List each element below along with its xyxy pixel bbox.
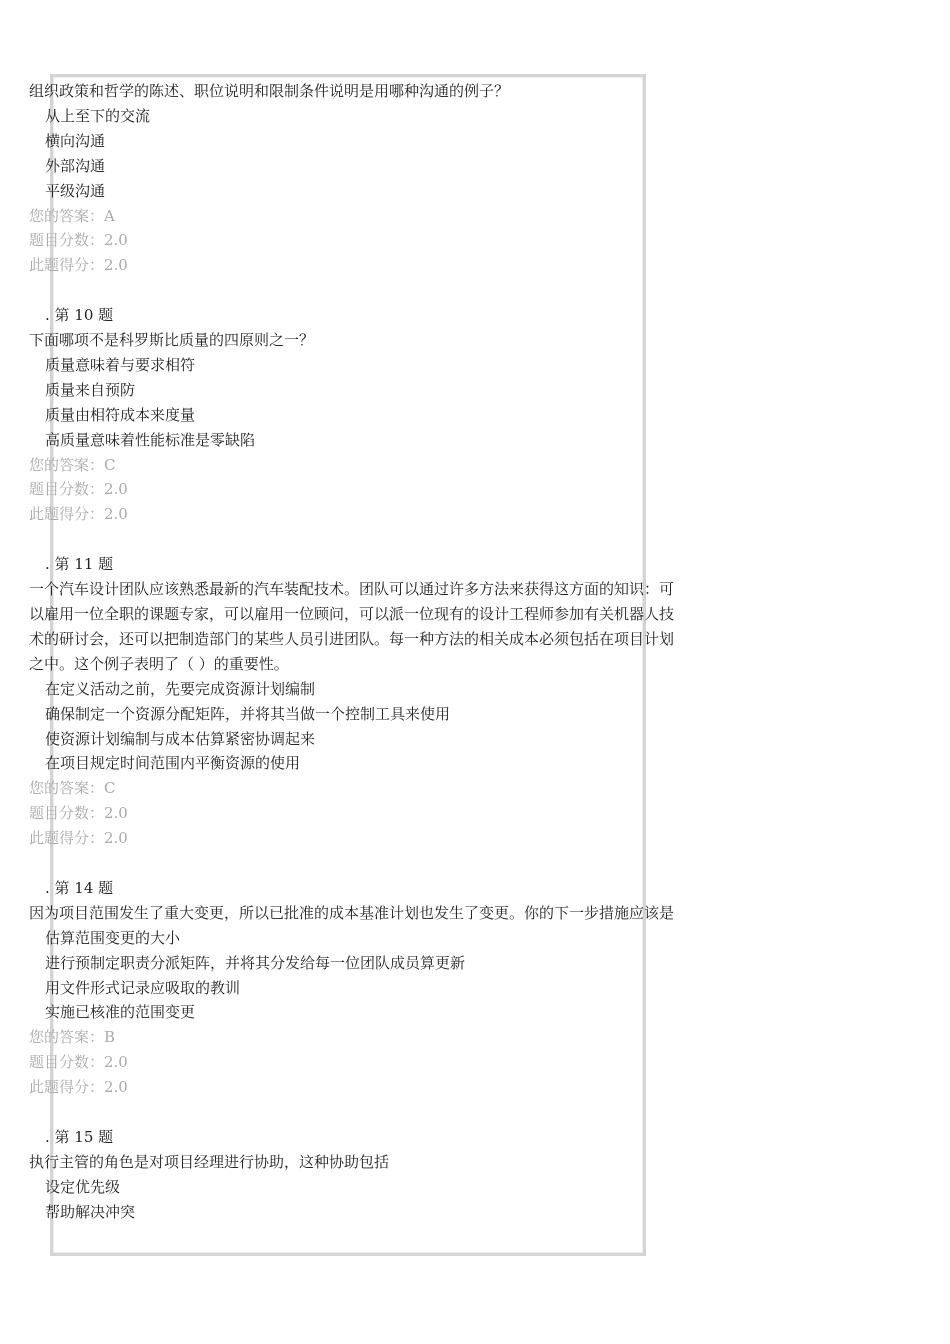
earned-score: 此题得分：2.0 [29,505,128,524]
option[interactable]: 在项目规定时间范围内平衡资源的使用 [45,754,301,773]
option[interactable]: 用文件形式记录应吸取的教训 [45,978,241,997]
option[interactable]: 使资源计划编制与成本估算紧密协调起来 [45,729,316,748]
option[interactable]: 平级沟通 [45,181,106,200]
earned-score: 此题得分：2.0 [29,829,128,848]
question-header: . 第 14 题 [45,878,114,897]
earned-score: 此题得分：2.0 [29,1078,128,1097]
question-text: 执行主管的角色是对项目经理进行协助，这种协助包括 [29,1152,390,1171]
question-block [29,303,674,527]
quiz-content [29,79,674,1225]
question-header: . 第 10 题 [45,306,114,325]
question-score: 题目分数：2.0 [29,1053,128,1072]
spacer [29,527,674,552]
question-score: 题目分数：2.0 [29,480,128,499]
option[interactable]: 设定优先级 [45,1177,121,1196]
question-block [29,876,674,1100]
question-text: 组织政策和哲学的陈述、职位说明和限制条件说明是用哪种沟通的例子？ [29,82,510,100]
option[interactable]: 确保制定一个资源分配矩阵，并将其当做一个控制工具来使用 [45,704,451,723]
option[interactable]: 进行预制定职责分派矩阵，并将其分发给每一位团队成员算更新 [45,953,466,972]
option[interactable]: 在定义活动之前，先要完成资源计划编制 [45,679,316,698]
option[interactable]: 横向沟通 [45,131,106,150]
option[interactable]: 帮助解决冲突 [45,1202,136,1221]
question-text: 下面哪项不是科罗斯比质量的四原则之一？ [29,331,315,350]
spacer [29,278,674,303]
spacer [29,851,674,876]
your-answer: 您的答案：C [29,779,116,798]
option[interactable]: 质量意味着与要求相符 [45,355,196,374]
question-block [29,79,674,278]
question-text: 因为项目范围发生了重大变更，所以已批准的成本基准计划也发生了变更。你的下一步措施应该是 [29,903,675,922]
option[interactable]: 质量来自预防 [45,380,136,399]
earned-score: 此题得分：2.0 [29,256,128,275]
option[interactable]: 外部沟通 [45,156,106,175]
your-answer: 您的答案：B [29,1028,116,1047]
option[interactable]: 实施已核准的范围变更 [45,1003,196,1022]
spacer [29,1100,674,1125]
question-header: . 第 15 题 [45,1128,114,1146]
your-answer: 您的答案：C [29,455,116,474]
option[interactable]: 估算范围变更的大小 [45,928,181,947]
question-score: 题目分数：2.0 [29,231,128,250]
question-block [29,1125,674,1225]
option[interactable]: 从上至下的交流 [45,106,151,125]
option[interactable]: 高质量意味着性能标准是零缺陷 [45,430,256,449]
question-header: . 第 11 题 [45,555,114,574]
your-answer: 您的答案：A [29,206,115,225]
question-text: 一个汽车设计团队应该熟悉最新的汽车装配技术。团队可以通过许多方法来获得这方面的知识：可以雇用一位全职的课题专家，可以雇用一位顾问，可以派一位现有的设计工程师参加有关机器人技术的研讨会，还可以把制造部门的某些人员引进团队。每一种方法的相关成本必须包括在项目计划之中。这个例子表明了（ ）的重要性。 [29,580,675,673]
question-block [29,552,674,851]
option[interactable]: 质量由相符成本来度量 [45,405,196,424]
question-score: 题目分数：2.0 [29,804,128,823]
